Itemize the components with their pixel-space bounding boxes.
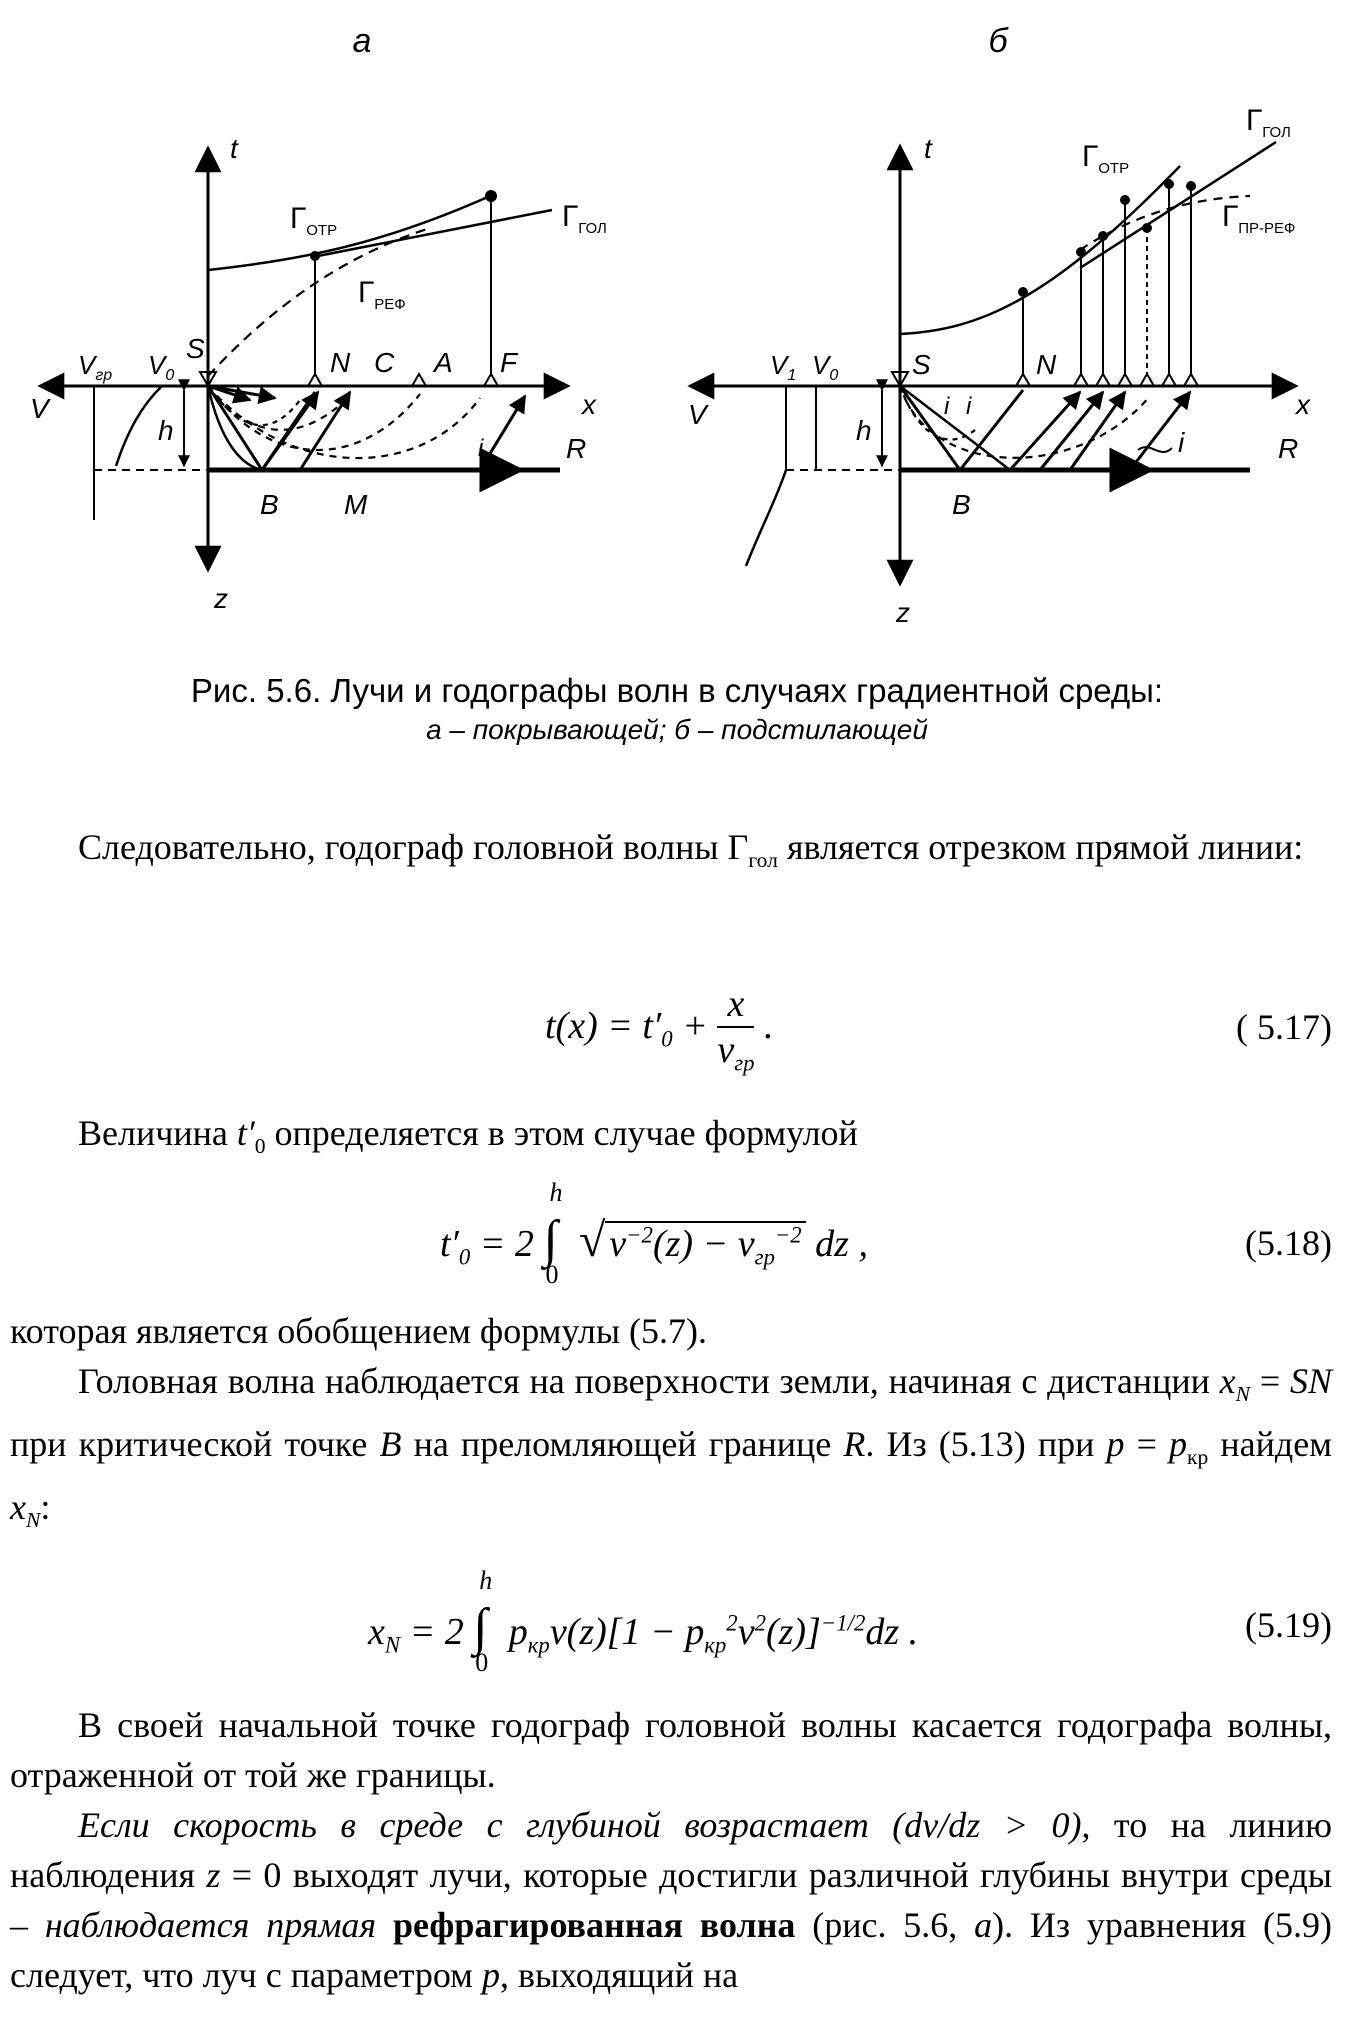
equation-5-18: $t'_0 = 2$ h ∫ 0 √ $v^{-2}(z) - v_{гр}^{-2}$ dz , (440, 1178, 868, 1289)
svg-text:N: N (1036, 349, 1057, 380)
v-axis-label: V (30, 393, 49, 424)
svg-text:ГГОЛ: $Г_{ГОЛ}$ (562, 200, 607, 237)
svg-text:i: i (478, 435, 484, 462)
equation-5-18-number: (5.18) (1245, 1223, 1332, 1263)
svg-text:i: i (1178, 427, 1185, 458)
svg-text:R: R (566, 433, 587, 464)
svg-text:i: i (944, 393, 950, 420)
svg-text:h: h (856, 415, 872, 446)
svg-text:V: V (688, 399, 707, 430)
svg-text:h: h (158, 415, 174, 446)
svg-text:F: F (500, 347, 518, 378)
paragraph-5: В своей начальной точке годограф головной волны касается годографа волны, отраженной от той же границы. (10, 1705, 1332, 1795)
paragraph-6: Если скорость в среде с глубиной возрастает (dv/dz > 0), то на линию наблюдения z = 0 выходят лучи, которые достигли различной глубины внутри среды – наблюдается прямая рефрагированная волна (рис. 5.6, а). Из уравнения (5.9) следует, что луч с параметром p, выходящий на (10, 1805, 1333, 1995)
panel-a-label: а (352, 22, 372, 60)
figure-caption-line1: Рис. 5.6. Лучи и годографы волн в случаях градиентной среды: (190, 672, 1164, 709)
equation-5-17-number: ( 5.17) (1236, 1007, 1332, 1047)
svg-text:z: z (896, 597, 910, 628)
svg-text:B: B (952, 489, 971, 520)
panel-b-label: б (988, 22, 1008, 60)
svg-text:A: A (434, 347, 453, 378)
svg-text:t: t (924, 133, 932, 164)
svg-text:C: C (374, 347, 395, 378)
svg-text:N: N (330, 347, 351, 378)
panel-b (688, 22, 1311, 628)
equation-5-17: $t(x) = t'_0$ + x $v_{гр}$ . (545, 983, 774, 1076)
svg-text:ГГОЛ: $Г_{ГОЛ}$ (1246, 104, 1291, 141)
svg-text:S: S (186, 333, 205, 364)
paragraph-1: Следовательно, годограф головной волны $Г_{гол}$ является отрезком прямой линии: (78, 827, 1304, 873)
svg-text:B: B (260, 489, 279, 520)
curve-reflected-b (900, 166, 1180, 334)
t-axis-label: t (230, 133, 238, 164)
svg-text:ГОТР: $Г_{ОТР}$ (290, 202, 338, 239)
svg-text:ГРЕФ: $Г_{РЕФ}$ (358, 276, 406, 313)
curve-reflected (208, 196, 490, 270)
paragraph-2: Величина $t'_0$ определяется в этом случае формулой (78, 1113, 858, 1159)
svg-text:x: x (1296, 389, 1310, 420)
svg-text:V1: $V_1$ (770, 350, 797, 384)
figure-caption-line2: а – покрывающей; б – подстилающей (426, 714, 928, 745)
svg-text:V0: $V_0$ (148, 350, 175, 384)
paragraph-4: Головная волна наблюдается на поверхности земли, начиная с дистанции $x_N$ = SN при критической точке B на преломляющей границе R. Из (5.13) при $p = p_{кр}$ найдем $x_N$: (10, 1361, 1332, 1533)
x-axis-label: x (582, 389, 596, 420)
equation-5-19-number: (5.19) (1245, 1605, 1332, 1645)
svg-text:R: R (1278, 433, 1299, 464)
paragraph-3: которая является обобщением формулы (5.7). (10, 1311, 708, 1351)
svg-text:i: i (966, 393, 972, 420)
svg-text:S: S (912, 349, 931, 380)
svg-text:ГПР-РЕФ: $Г_{ПР-РЕФ}$ (1222, 200, 1296, 237)
equation-5-19: $x_N = 2$ h ∫ 0 $p_{кр}v(z)[1 - p_{кр}^2v^2(z)]^{-1/2}dz$ . (368, 1566, 919, 1677)
svg-text:V0: $V_0$ (812, 350, 839, 384)
svg-text:Vгр: $V_{гр}$ (78, 350, 113, 384)
svg-text:ГОТР: $Г_{ОТР}$ (1082, 140, 1130, 177)
figure-5-6 (0, 0, 1354, 640)
curve-head (318, 210, 552, 256)
panel-a (30, 22, 607, 614)
svg-text:M: M (344, 489, 368, 520)
z-axis-label: z (214, 583, 228, 614)
